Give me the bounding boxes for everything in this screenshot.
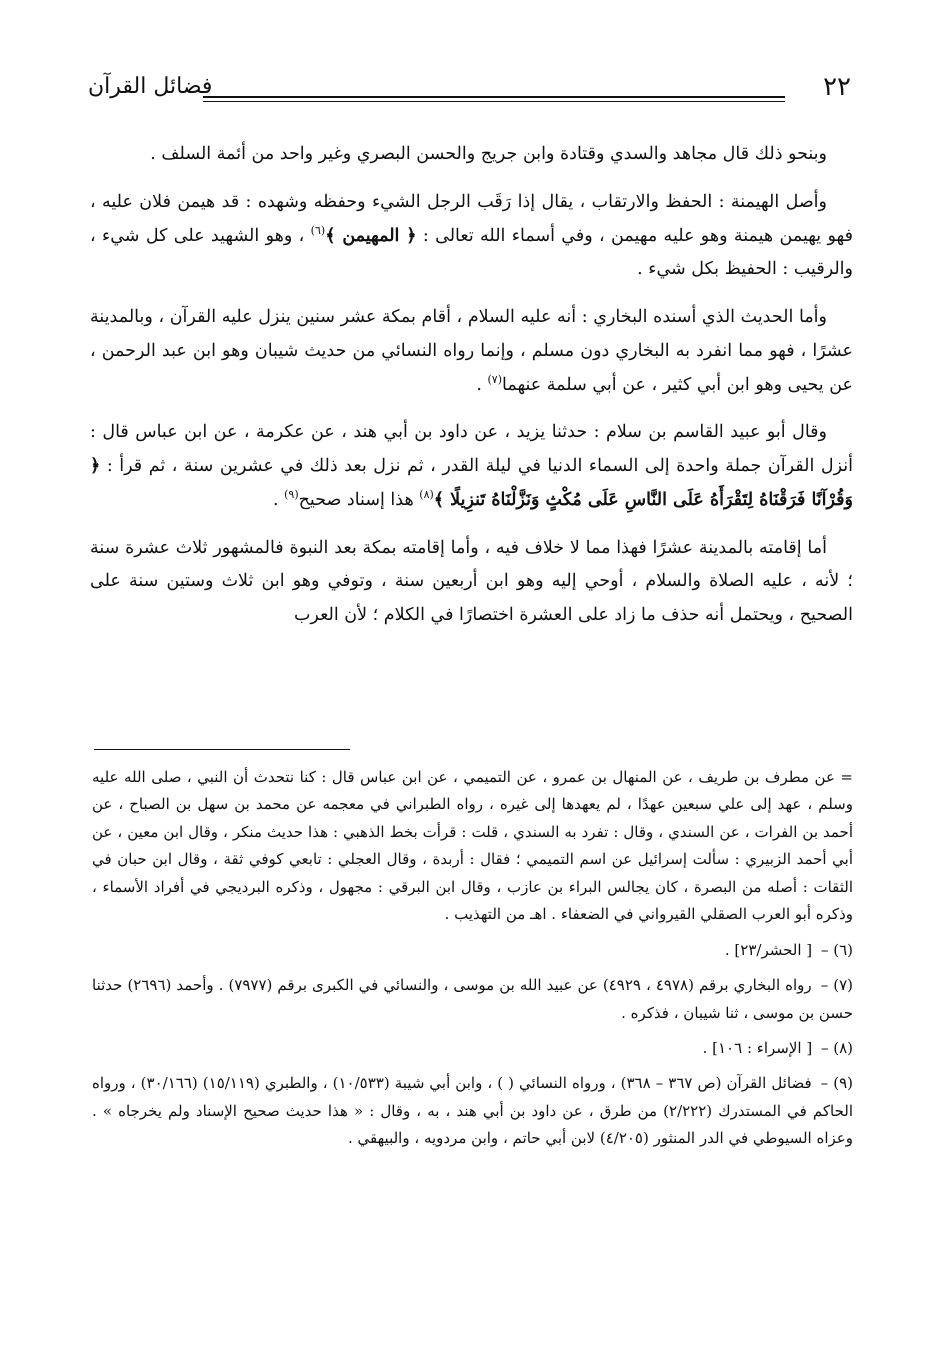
footnotes [92, 764, 853, 1161]
footnote-6 [92, 937, 853, 964]
paragraph-text: . [476, 374, 488, 395]
paragraph-text: وأما الحديث الذي أسنده البخاري : أنه عليه السلام ، أقام بمكة عشر سنين ينزل عليه القرآن ، وبالمدينة عشرًا ، فهو مما انفرد به البخاري دون مسلم ، وإنما رواه النسائي من حديث شيبان وهو ابن عبد الرحمن ، عن يحيى وهو ابن أبي كثير ، عن أبي سلمة عنهما [90, 307, 853, 395]
running-title: فضائل القرآن [88, 74, 213, 99]
footnote-number: (٦) – [820, 940, 853, 959]
main-text [90, 138, 853, 647]
footnote-number: (٧) – [820, 976, 853, 995]
footnote-7 [92, 972, 853, 1027]
paragraph-text: . [272, 489, 285, 510]
footnote-ref-7[interactable]: (٧) [487, 372, 502, 386]
paragraph-5 [90, 532, 853, 633]
page-number: ٢٢ [823, 72, 851, 102]
quran-quote: ﴿ المهيمن ﴾ [325, 225, 417, 246]
paragraph-text: ، وهو الشهيد على كل شيء ، والرقيب : الحفيظ بكل شيء . [90, 225, 853, 280]
footnote-text: [ الحشر/٢٣] . [724, 940, 813, 959]
paragraph-1 [90, 138, 853, 172]
quran-quote: ﴿ وَقُرْآنًا فَرَقْنَاهُ لِتَقْرَأَهُ عَلَى النَّاسِ عَلَى مُكْثٍ وَنَزَّلْنَاهُ تَنزِيلًا ﴾ [90, 456, 853, 510]
footnote-ref-6[interactable]: (٦) [310, 223, 326, 237]
footnote-8 [92, 1035, 853, 1062]
page-header [88, 66, 855, 110]
paragraph-text: هذا إسناد صحيح [298, 489, 420, 510]
footnote-text: رواه البخاري برقم (٤٩٧٨ ، ٤٩٢٩) عن عبيد الله بن موسى ، والنسائي في الكبرى برقم (٧٩٧٧) . وأحمد (٢٦٩٦) حدثنا حسن بن موسى ، ثنا شيبان ، فذكره . [92, 976, 853, 1022]
footnote-rule [94, 749, 350, 750]
footnote-text: فضائل القرآن (ص ٣٦٧ – ٣٦٨) ، ورواه النسائي ( ) ، وابن أبي شيبة (١٠/٥٣٣) ، والطبري (١٥/١١٩) (٣٠/١٦٦) ، ورواه الحاكم في المستدرك (٢/٢٢٢) من طرق ، عن داود بن أبي هند ، به ، وقال : « هذا حديث صحيح الإسناد ولم يخرجاه » . وعزاه السيوطي في الدر المنثور (٤/٢٠٥) لابن أبي حاتم ، وابن مردويه ، والبيهقي . [92, 1074, 853, 1148]
footnote-number: (٩) – [820, 1074, 853, 1093]
footnote-continuation: = عن مطرف بن طريف ، عن المنهال بن عمرو ، عن التميمي ، عن ابن عباس قال : كنا نتحدث أن النبي ، صلى الله عليه وسلم ، عهد إلى علي سبعين عهدًا ، لم يعهدها إلى غيره ، رواه الطبراني في معجمه عن محمد بن سهل بن الصباح ، عن أحمد بن الفرات ، عن السندي ، وقال : تفرد به السندي ، قلت : قرأت بخط الذهبي : هذا حديث منكر ، وقال ابن معين ، عن أبي أحمد الزبيري : سألت إسرائيل عن اسم التميمي ؛ فقال : أربدة ، وقال العجلي : تابعي كوفي ثقة ، وقال ابن حبان في الثقات : أصله من البصرة ، كان يجالس البراء بن عازب ، وقال ابن البرقي : مجهول ، وذكره البرديجي في أفراد الأسماء ، وذكره أبو العرب الصقلي القيرواني في الضعفاء . اهـ من التهذيب . [92, 768, 853, 924]
footnote-9 [92, 1070, 853, 1152]
footnote-text: [ الإسراء : ١٠٦] . [702, 1038, 813, 1057]
header-rule [203, 96, 785, 98]
footnote-ref-8[interactable]: (٨) [419, 488, 434, 502]
paragraph-text: وبنحو ذلك قال مجاهد والسدي وقتادة وابن جريج والحسن البصري وغير واحد من أئمة السلف . [150, 144, 827, 164]
footnote-ref-9[interactable]: (٩) [284, 488, 299, 502]
paragraph-4 [90, 416, 853, 517]
paragraph-2 [90, 186, 853, 287]
paragraph-text: أما إقامته بالمدينة عشرًا فهذا مما لا خلاف فيه ، وأما إقامته بمكة بعد النبوة فالمشهور ثلاث عشرة سنة ؛ لأنه ، عليه الصلاة والسلام ، أوحي إليه وهو ابن أربعين سنة ، وتوفي وهو ابن ثلاث وستين سنة على الصحيح ، ويحتمل أنه حذف ما زاد على العشرة اختصارًا في الكلام ؛ لأن العرب [90, 537, 853, 626]
paragraph-3 [90, 301, 853, 402]
paragraph-text: وأصل الهيمنة : الحفظ والارتقاب ، يقال إذا رَقَب الرجل الشيء وحفظه وشهده : قد هيمن فلان عليه ، فهو يهيمن هيمنة وهو عليه مهيمن ، وفي أسماء الله تعالى : [90, 191, 853, 246]
paragraph-text: وقال أبو عبيد القاسم بن سلام : حدثنا يزيد ، عن داود بن أبي هند ، عن عكرمة ، عن ابن عباس قال : أنزل القرآن جملة واحدة إلى السماء الدنيا في ليلة القدر ، ثم نزل بعد ذلك في عشرين سنة ، ثم قرأ : [90, 422, 853, 477]
footnote-number: (٨) – [820, 1038, 853, 1057]
